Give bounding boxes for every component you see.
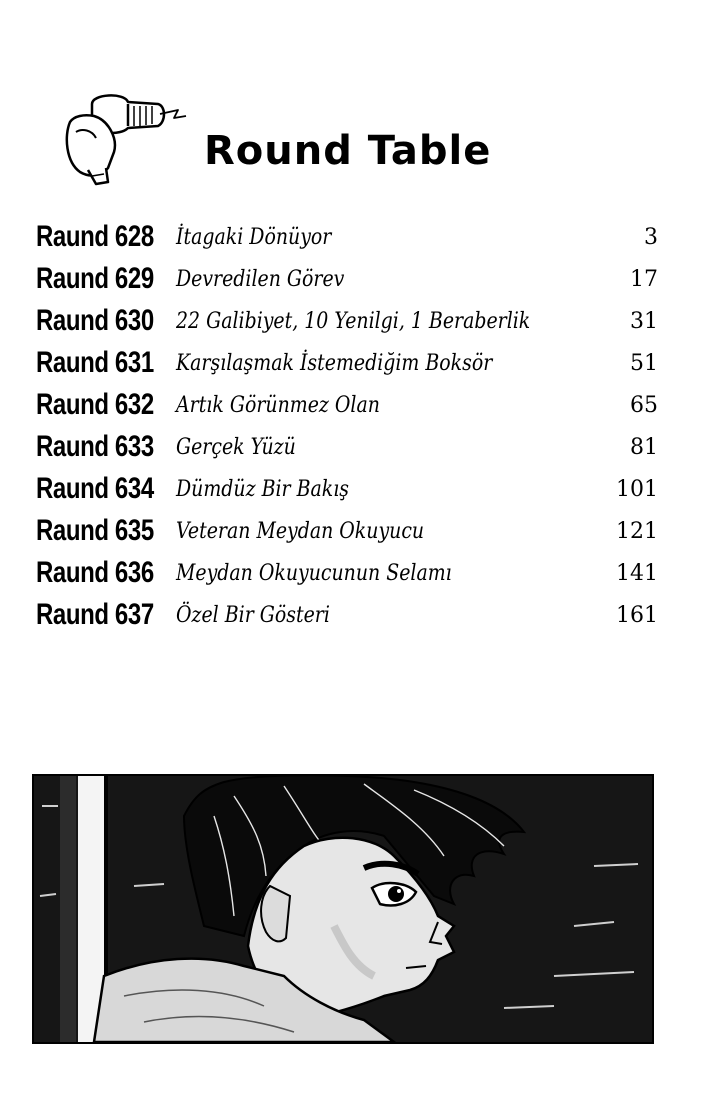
- toc-page-number: 161: [616, 602, 658, 628]
- toc-chapter-title: Veteran Meydan Okuyucu: [176, 518, 425, 544]
- toc-entry: [36, 384, 658, 426]
- toc-round-number: Raund 630: [36, 304, 154, 337]
- toc-chapter-title: 22 Galibiyet, 10 Yenilgi, 1 Beraberlik: [176, 308, 531, 334]
- toc-round-number: Raund 632: [36, 388, 154, 421]
- toc-chapter-title: Meydan Okuyucunun Selamı: [176, 560, 452, 586]
- toc-entry: [36, 258, 658, 300]
- table-of-contents: [36, 216, 658, 636]
- toc-page-number: 31: [630, 308, 658, 334]
- toc-entry: [36, 216, 658, 258]
- toc-page-number: 81: [630, 434, 658, 460]
- toc-round-number: Raund 629: [36, 262, 154, 295]
- toc-chapter-title: Özel Bir Gösteri: [176, 602, 330, 628]
- toc-entry: [36, 468, 658, 510]
- toc-chapter-title: Karşılaşmak İstemediğim Boksör: [176, 350, 493, 376]
- toc-round-number: Raund 633: [36, 430, 154, 463]
- toc-chapter-title: Devredilen Görev: [176, 266, 345, 292]
- toc-page-number: 17: [630, 266, 658, 292]
- toc-entry: [36, 552, 658, 594]
- toc-chapter-title: Dümdüz Bir Bakış: [176, 476, 350, 502]
- toc-chapter-title: Gerçek Yüzü: [176, 434, 296, 460]
- toc-round-number: Raund 637: [36, 598, 154, 631]
- toc-round-number: Raund 634: [36, 472, 154, 505]
- toc-entry: [36, 426, 658, 468]
- page-title: Round Table: [204, 128, 492, 174]
- toc-round-number: Raund 628: [36, 220, 154, 253]
- toc-page-number: 141: [616, 560, 658, 586]
- illustration-art: [34, 776, 652, 1042]
- toc-page-number: 3: [644, 224, 658, 250]
- toc-entry: [36, 594, 658, 636]
- boxer-portrait-illustration: [32, 774, 654, 1044]
- toc-chapter-title: İtagaki Dönüyor: [176, 224, 332, 250]
- toc-round-number: Raund 635: [36, 514, 154, 547]
- toc-page-number: 121: [616, 518, 658, 544]
- toc-page-number: 51: [630, 350, 658, 376]
- boxing-gloves-icon: [62, 92, 202, 192]
- toc-entry: [36, 300, 658, 342]
- toc-header: [62, 92, 532, 192]
- toc-round-number: Raund 636: [36, 556, 154, 589]
- toc-page-number: 101: [616, 476, 658, 502]
- toc-round-number: Raund 631: [36, 346, 154, 379]
- toc-entry: [36, 342, 658, 384]
- toc-chapter-title: Artık Görünmez Olan: [176, 392, 380, 418]
- toc-page-number: 65: [630, 392, 658, 418]
- toc-entry: [36, 510, 658, 552]
